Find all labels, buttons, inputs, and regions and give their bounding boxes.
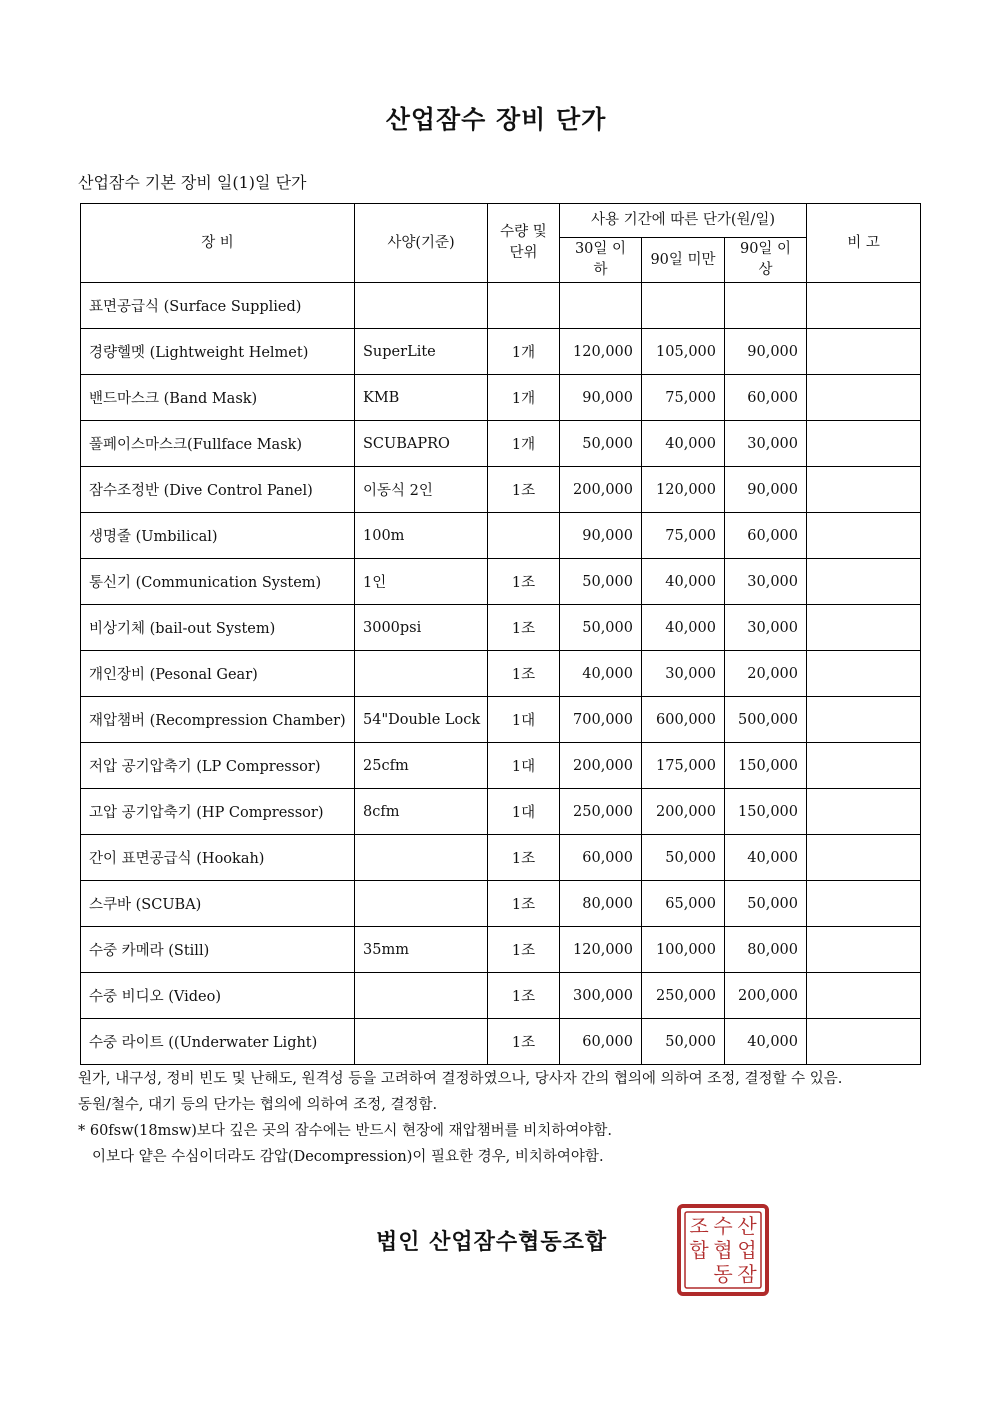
cell-price-90-or-more: 30,000 xyxy=(725,605,807,651)
seal-glyph: 협 xyxy=(713,1238,733,1262)
seal-glyph: 합 xyxy=(689,1238,709,1262)
cell-equipment-name: 고압 공기압축기 (HP Compressor) xyxy=(81,789,355,835)
cell-remark xyxy=(807,283,921,329)
cell-qty: 1조 xyxy=(488,559,560,605)
cell-price-under-90: 40,000 xyxy=(642,421,725,467)
cell-price-30-or-less: 60,000 xyxy=(560,1019,642,1065)
cell-spec xyxy=(355,835,488,881)
cell-remark xyxy=(807,789,921,835)
cell-price-under-90: 30,000 xyxy=(642,651,725,697)
cell-spec: 1인 xyxy=(355,559,488,605)
cell-qty: 1조 xyxy=(488,835,560,881)
table-row xyxy=(81,789,921,835)
cell-price-90-or-more: 90,000 xyxy=(725,467,807,513)
cell-qty: 1조 xyxy=(488,973,560,1019)
cell-spec: 3000psi xyxy=(355,605,488,651)
note-cost-basis: 원가, 내구성, 정비 빈도 및 난해도, 원격성 등을 고려하여 결정하였으나, 당사자 간의 협의에 의하여 조정, 결정할 수 있음. xyxy=(78,1071,843,1087)
cell-price-90-or-more xyxy=(725,283,807,329)
header-equipment: 장 비 xyxy=(81,204,355,283)
cell-remark xyxy=(807,513,921,559)
cell-price-under-90: 100,000 xyxy=(642,927,725,973)
cell-price-under-90: 105,000 xyxy=(642,329,725,375)
table-row xyxy=(81,743,921,789)
table-row xyxy=(81,329,921,375)
header-period-under-90: 90일 미만 xyxy=(642,238,725,283)
cell-equipment-name: 표면공급식 (Surface Supplied) xyxy=(81,283,355,329)
cell-price-30-or-less: 700,000 xyxy=(560,697,642,743)
cell-price-30-or-less: 200,000 xyxy=(560,743,642,789)
cell-price-under-90: 65,000 xyxy=(642,881,725,927)
cell-spec: SCUBAPRO xyxy=(355,421,488,467)
cell-equipment-name: 개인장비 (Pesonal Gear) xyxy=(81,651,355,697)
cell-qty xyxy=(488,513,560,559)
cell-remark xyxy=(807,651,921,697)
cell-spec: 100m xyxy=(355,513,488,559)
cell-price-90-or-more: 30,000 xyxy=(725,559,807,605)
cell-price-90-or-more: 30,000 xyxy=(725,421,807,467)
cell-qty: 1대 xyxy=(488,697,560,743)
organization-name: 법인 산업잠수협동조합 xyxy=(376,1229,608,1255)
cell-spec: 54"Double Lock xyxy=(355,697,488,743)
header-period-group: 사용 기간에 따른 단가(원/일) xyxy=(560,204,807,238)
table-row xyxy=(81,651,921,697)
cell-remark xyxy=(807,881,921,927)
cell-remark xyxy=(807,835,921,881)
cell-price-30-or-less: 200,000 xyxy=(560,467,642,513)
cell-price-under-90: 40,000 xyxy=(642,605,725,651)
cell-remark xyxy=(807,467,921,513)
cell-price-30-or-less: 50,000 xyxy=(560,559,642,605)
cell-spec: 8cfm xyxy=(355,789,488,835)
cell-spec: KMB xyxy=(355,375,488,421)
cell-price-under-90: 50,000 xyxy=(642,1019,725,1065)
cell-qty: 1조 xyxy=(488,927,560,973)
cell-spec xyxy=(355,973,488,1019)
cell-price-under-90: 600,000 xyxy=(642,697,725,743)
seal-glyph: 수 xyxy=(713,1214,733,1238)
cell-spec: SuperLite xyxy=(355,329,488,375)
cell-price-under-90: 175,000 xyxy=(642,743,725,789)
header-remark: 비 고 xyxy=(807,204,921,283)
seal-glyph: 동 xyxy=(713,1262,733,1286)
seal-glyphs xyxy=(689,1214,757,1286)
table-row xyxy=(81,1019,921,1065)
cell-spec: 25cfm xyxy=(355,743,488,789)
header-spec: 사양(기준) xyxy=(355,204,488,283)
cell-remark xyxy=(807,927,921,973)
cell-price-90-or-more: 90,000 xyxy=(725,329,807,375)
cell-equipment-name: 간이 표면공급식 (Hookah) xyxy=(81,835,355,881)
cell-qty xyxy=(488,283,560,329)
cell-qty: 1개 xyxy=(488,329,560,375)
table-row xyxy=(81,421,921,467)
cell-equipment-name: 수중 카메라 (Still) xyxy=(81,927,355,973)
header-qty: 수량 및 단위 xyxy=(488,204,560,283)
cell-price-90-or-more: 80,000 xyxy=(725,927,807,973)
cell-price-30-or-less: 120,000 xyxy=(560,927,642,973)
cell-remark xyxy=(807,375,921,421)
cell-remark xyxy=(807,1019,921,1065)
cell-equipment-name: 저압 공기압축기 (LP Compressor) xyxy=(81,743,355,789)
cell-price-under-90: 75,000 xyxy=(642,513,725,559)
cell-price-under-90: 250,000 xyxy=(642,973,725,1019)
cell-qty: 1개 xyxy=(488,375,560,421)
cell-price-30-or-less: 300,000 xyxy=(560,973,642,1019)
table-row xyxy=(81,973,921,1019)
cell-qty: 1조 xyxy=(488,881,560,927)
cell-spec xyxy=(355,881,488,927)
cell-price-30-or-less: 40,000 xyxy=(560,651,642,697)
cell-qty: 1개 xyxy=(488,421,560,467)
cell-qty: 1대 xyxy=(488,789,560,835)
cell-qty: 1대 xyxy=(488,743,560,789)
cell-price-30-or-less: 120,000 xyxy=(560,329,642,375)
table-row xyxy=(81,375,921,421)
table-row xyxy=(81,283,921,329)
equipment-price-table xyxy=(80,203,921,1065)
cell-equipment-name: 풀페이스마스크(Fullface Mask) xyxy=(81,421,355,467)
cell-qty: 1조 xyxy=(488,1019,560,1065)
cell-price-90-or-more: 60,000 xyxy=(725,375,807,421)
table-row xyxy=(81,881,921,927)
cell-remark xyxy=(807,559,921,605)
cell-equipment-name: 수중 비디오 (Video) xyxy=(81,973,355,1019)
table-row xyxy=(81,559,921,605)
cell-remark xyxy=(807,421,921,467)
cell-price-30-or-less: 90,000 xyxy=(560,513,642,559)
cell-price-90-or-more: 500,000 xyxy=(725,697,807,743)
cell-price-90-or-more: 40,000 xyxy=(725,835,807,881)
cell-price-90-or-more: 200,000 xyxy=(725,973,807,1019)
cell-spec xyxy=(355,283,488,329)
cell-equipment-name: 생명줄 (Umbilical) xyxy=(81,513,355,559)
cell-price-90-or-more: 50,000 xyxy=(725,881,807,927)
cell-qty: 1조 xyxy=(488,605,560,651)
cell-spec: 이동식 2인 xyxy=(355,467,488,513)
header-period-30-or-less: 30일 이하 xyxy=(560,238,642,283)
cell-price-30-or-less: 90,000 xyxy=(560,375,642,421)
cell-remark xyxy=(807,605,921,651)
seal-glyph: 산 xyxy=(737,1214,757,1238)
cell-equipment-name: 경량헬멧 (Lightweight Helmet) xyxy=(81,329,355,375)
seal-glyph: 조 xyxy=(689,1214,709,1238)
cell-price-90-or-more: 60,000 xyxy=(725,513,807,559)
cell-equipment-name: 스쿠바 (SCUBA) xyxy=(81,881,355,927)
cell-qty: 1조 xyxy=(488,651,560,697)
table-row xyxy=(81,467,921,513)
cell-remark xyxy=(807,743,921,789)
note-decompression: 이보다 얕은 수심이더라도 감압(Decompression)이 필요한 경우, 비치하여야함. xyxy=(92,1149,604,1165)
page-subtitle: 산업잠수 기본 장비 일(1)일 단가 xyxy=(78,173,307,192)
cell-price-30-or-less: 50,000 xyxy=(560,605,642,651)
table-row xyxy=(81,513,921,559)
cell-qty: 1조 xyxy=(488,467,560,513)
seal-glyph: 잠 xyxy=(737,1262,757,1286)
cell-price-30-or-less: 60,000 xyxy=(560,835,642,881)
table-row xyxy=(81,835,921,881)
table-row xyxy=(81,927,921,973)
cell-remark xyxy=(807,329,921,375)
cell-price-30-or-less: 250,000 xyxy=(560,789,642,835)
note-chamber-depth: * 60fsw(18msw)보다 깊은 곳의 잠수에는 반드시 현장에 재압챔버를 비치하여야함. xyxy=(78,1123,612,1139)
cell-equipment-name: 잠수조정반 (Dive Control Panel) xyxy=(81,467,355,513)
cell-price-under-90: 120,000 xyxy=(642,467,725,513)
cell-price-90-or-more: 150,000 xyxy=(725,789,807,835)
cell-equipment-name: 통신기 (Communication System) xyxy=(81,559,355,605)
cell-equipment-name: 밴드마스크 (Band Mask) xyxy=(81,375,355,421)
cell-price-30-or-less: 80,000 xyxy=(560,881,642,927)
table-body xyxy=(81,283,921,1065)
cell-price-90-or-more: 40,000 xyxy=(725,1019,807,1065)
notes xyxy=(78,1066,938,1170)
cell-price-under-90: 50,000 xyxy=(642,835,725,881)
cell-price-90-or-more: 20,000 xyxy=(725,651,807,697)
cell-price-under-90: 200,000 xyxy=(642,789,725,835)
cell-spec xyxy=(355,651,488,697)
cell-price-30-or-less xyxy=(560,283,642,329)
cell-price-90-or-more: 150,000 xyxy=(725,743,807,789)
cell-price-30-or-less: 50,000 xyxy=(560,421,642,467)
cell-equipment-name: 수중 라이트 ((Underwater Light) xyxy=(81,1019,355,1065)
cell-equipment-name: 재압챔버 (Recompression Chamber) xyxy=(81,697,355,743)
cell-spec xyxy=(355,1019,488,1065)
cell-price-under-90: 75,000 xyxy=(642,375,725,421)
header-period-90-or-more: 90일 이상 xyxy=(725,238,807,283)
cell-remark xyxy=(807,973,921,1019)
cell-equipment-name: 비상기체 (bail-out System) xyxy=(81,605,355,651)
cell-price-under-90 xyxy=(642,283,725,329)
cell-remark xyxy=(807,697,921,743)
cell-price-under-90: 40,000 xyxy=(642,559,725,605)
page-title: 산업잠수 장비 단가 xyxy=(385,105,607,134)
note-mobilization: 동원/철수, 대기 등의 단가는 협의에 의하여 조정, 결정함. xyxy=(78,1097,438,1113)
table-row xyxy=(81,605,921,651)
official-seal-stamp xyxy=(676,1203,770,1297)
seal-glyph: 업 xyxy=(737,1238,757,1262)
table-row xyxy=(81,697,921,743)
cell-spec: 35mm xyxy=(355,927,488,973)
